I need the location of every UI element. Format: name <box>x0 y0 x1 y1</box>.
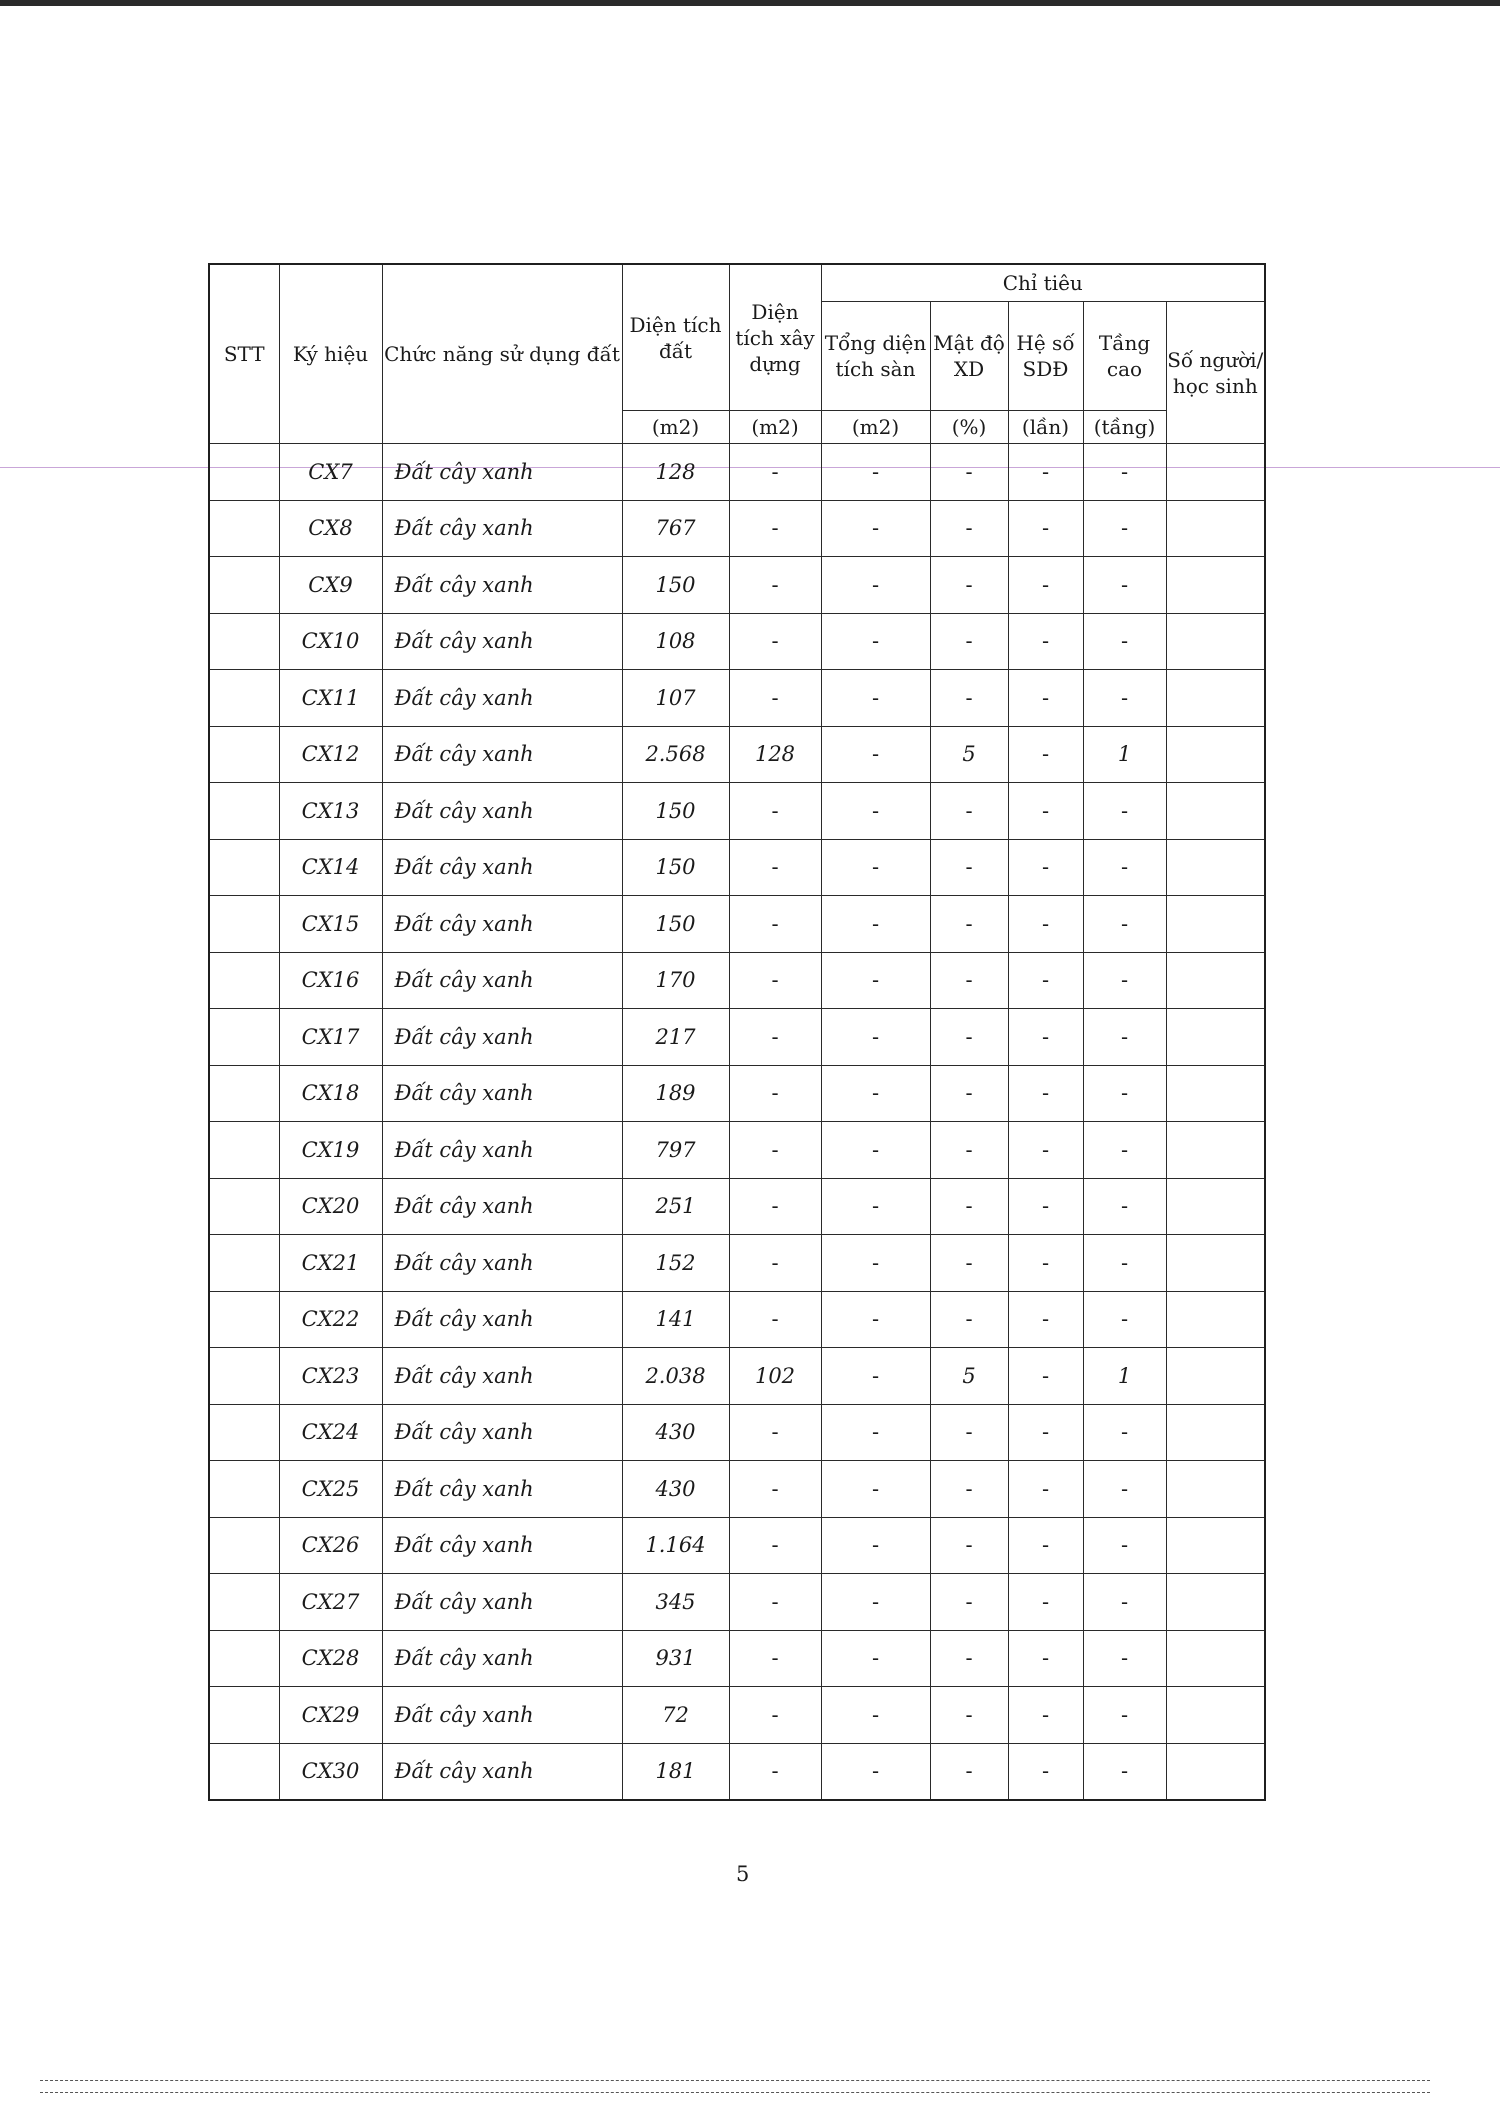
cell-tong-dien-tich-san: - <box>821 1122 930 1179</box>
cell-mat-do: - <box>930 1065 1008 1122</box>
table-row <box>209 500 1265 557</box>
cell-chuc-nang: Đất cây xanh <box>382 783 622 840</box>
cell-chuc-nang: Đất cây xanh <box>382 1178 622 1235</box>
table-row <box>209 1404 1265 1461</box>
cell-he-so: - <box>1008 839 1083 896</box>
cell-tang-cao: 1 <box>1083 726 1166 783</box>
header-chuc-nang: Chức năng sử dụng đất <box>382 264 622 444</box>
cell-stt <box>209 1291 279 1348</box>
cell-chuc-nang: Đất cây xanh <box>382 1009 622 1066</box>
cell-ky-hieu: CX14 <box>279 839 382 896</box>
cell-he-so: - <box>1008 1178 1083 1235</box>
cell-so-nguoi <box>1166 896 1265 953</box>
table-row <box>209 1743 1265 1800</box>
cell-he-so: - <box>1008 444 1083 501</box>
cell-chuc-nang: Đất cây xanh <box>382 1743 622 1800</box>
cell-stt <box>209 1687 279 1744</box>
header-so-nguoi: Số người/ học sinh <box>1166 302 1265 444</box>
cell-tang-cao: - <box>1083 1009 1166 1066</box>
cell-ky-hieu: CX27 <box>279 1574 382 1631</box>
cell-mat-do: - <box>930 1461 1008 1518</box>
cell-tang-cao: - <box>1083 500 1166 557</box>
cell-tang-cao: - <box>1083 839 1166 896</box>
cell-dien-tich-dat: 107 <box>622 670 729 727</box>
cell-chuc-nang: Đất cây xanh <box>382 1630 622 1687</box>
cell-stt <box>209 1065 279 1122</box>
cell-tong-dien-tich-san: - <box>821 1574 930 1631</box>
cell-dien-tich-dat: 345 <box>622 1574 729 1631</box>
cell-ky-hieu: CX15 <box>279 896 382 953</box>
cell-stt <box>209 1574 279 1631</box>
cell-dien-tich-xay-dung: - <box>729 1065 821 1122</box>
table-row <box>209 670 1265 727</box>
cell-he-so: - <box>1008 1404 1083 1461</box>
cell-so-nguoi <box>1166 1009 1265 1066</box>
cell-tong-dien-tich-san: - <box>821 1065 930 1122</box>
cell-ky-hieu: CX21 <box>279 1235 382 1292</box>
cell-dien-tich-xay-dung: - <box>729 896 821 953</box>
cell-ky-hieu: CX24 <box>279 1404 382 1461</box>
cell-chuc-nang: Đất cây xanh <box>382 1065 622 1122</box>
cell-stt <box>209 783 279 840</box>
cell-stt <box>209 557 279 614</box>
cell-stt <box>209 1461 279 1518</box>
table-row <box>209 839 1265 896</box>
cell-mat-do: - <box>930 839 1008 896</box>
cell-tong-dien-tich-san: - <box>821 1404 930 1461</box>
cell-stt <box>209 952 279 1009</box>
cell-mat-do: - <box>930 1574 1008 1631</box>
cell-chuc-nang: Đất cây xanh <box>382 1574 622 1631</box>
cell-stt <box>209 1235 279 1292</box>
cell-tang-cao: 1 <box>1083 1348 1166 1405</box>
cell-mat-do: - <box>930 613 1008 670</box>
cell-dien-tich-dat: 152 <box>622 1235 729 1292</box>
scan-top-edge <box>0 0 1500 6</box>
cell-chuc-nang: Đất cây xanh <box>382 1348 622 1405</box>
cell-so-nguoi <box>1166 1178 1265 1235</box>
cell-dien-tich-xay-dung: - <box>729 839 821 896</box>
table-row <box>209 1574 1265 1631</box>
cell-tong-dien-tich-san: - <box>821 1743 930 1800</box>
header-stt: STT <box>209 264 279 444</box>
cell-ky-hieu: CX13 <box>279 783 382 840</box>
cell-ky-hieu: CX20 <box>279 1178 382 1235</box>
header-mat-do: Mật độ XD <box>930 302 1008 411</box>
cell-so-nguoi <box>1166 839 1265 896</box>
unit-dien-tich-dat: (m2) <box>622 411 729 444</box>
cell-mat-do: - <box>930 1743 1008 1800</box>
cell-chuc-nang: Đất cây xanh <box>382 726 622 783</box>
cell-dien-tich-dat: 181 <box>622 1743 729 1800</box>
cell-dien-tich-dat: 150 <box>622 783 729 840</box>
cell-so-nguoi <box>1166 1687 1265 1744</box>
cell-mat-do: - <box>930 952 1008 1009</box>
cell-he-so: - <box>1008 726 1083 783</box>
table-row <box>209 1630 1265 1687</box>
cell-so-nguoi <box>1166 783 1265 840</box>
cell-ky-hieu: CX8 <box>279 500 382 557</box>
cell-tang-cao: - <box>1083 1574 1166 1631</box>
cell-tong-dien-tich-san: - <box>821 1630 930 1687</box>
cell-tang-cao: - <box>1083 1743 1166 1800</box>
cell-he-so: - <box>1008 1009 1083 1066</box>
cell-tang-cao: - <box>1083 783 1166 840</box>
cell-ky-hieu: CX12 <box>279 726 382 783</box>
cell-ky-hieu: CX7 <box>279 444 382 501</box>
cell-stt <box>209 670 279 727</box>
cell-chuc-nang: Đất cây xanh <box>382 613 622 670</box>
cell-chuc-nang: Đất cây xanh <box>382 952 622 1009</box>
cell-dien-tich-xay-dung: - <box>729 613 821 670</box>
cell-dien-tich-dat: 2.038 <box>622 1348 729 1405</box>
cell-tong-dien-tich-san: - <box>821 726 930 783</box>
cell-chuc-nang: Đất cây xanh <box>382 1122 622 1179</box>
cell-dien-tich-xay-dung: - <box>729 1178 821 1235</box>
cell-ky-hieu: CX22 <box>279 1291 382 1348</box>
cell-dien-tich-xay-dung: 102 <box>729 1348 821 1405</box>
cell-tang-cao: - <box>1083 896 1166 953</box>
cell-he-so: - <box>1008 952 1083 1009</box>
cell-chuc-nang: Đất cây xanh <box>382 500 622 557</box>
header-dien-tich-xay-dung: Diện tích xây dựng <box>729 264 821 411</box>
cell-dien-tich-dat: 430 <box>622 1404 729 1461</box>
cell-dien-tich-xay-dung: - <box>729 1291 821 1348</box>
cell-dien-tich-dat: 767 <box>622 500 729 557</box>
cell-stt <box>209 1122 279 1179</box>
cell-tang-cao: - <box>1083 1404 1166 1461</box>
cell-he-so: - <box>1008 1291 1083 1348</box>
cell-chuc-nang: Đất cây xanh <box>382 444 622 501</box>
cell-dien-tich-xay-dung: - <box>729 557 821 614</box>
cell-so-nguoi <box>1166 1404 1265 1461</box>
cell-tang-cao: - <box>1083 1517 1166 1574</box>
header-ky-hieu: Ký hiệu <box>279 264 382 444</box>
cell-he-so: - <box>1008 1630 1083 1687</box>
cell-chuc-nang: Đất cây xanh <box>382 670 622 727</box>
table-row <box>209 557 1265 614</box>
header-dien-tich-dat: Diện tích đất <box>622 264 729 411</box>
page-number: 5 <box>736 1862 750 1886</box>
cell-tang-cao: - <box>1083 444 1166 501</box>
cell-mat-do: - <box>930 670 1008 727</box>
cell-ky-hieu: CX17 <box>279 1009 382 1066</box>
header-chi-tieu: Chỉ tiêu <box>821 264 1265 302</box>
cell-dien-tich-dat: 217 <box>622 1009 729 1066</box>
cell-dien-tich-xay-dung: - <box>729 670 821 727</box>
cell-stt <box>209 613 279 670</box>
cell-he-so: - <box>1008 783 1083 840</box>
table-row <box>209 726 1265 783</box>
cell-he-so: - <box>1008 1461 1083 1518</box>
cell-he-so: - <box>1008 613 1083 670</box>
cell-stt <box>209 839 279 896</box>
cell-ky-hieu: CX9 <box>279 557 382 614</box>
cell-tong-dien-tich-san: - <box>821 1461 930 1518</box>
unit-mat-do: (%) <box>930 411 1008 444</box>
cell-tang-cao: - <box>1083 1235 1166 1292</box>
cell-tong-dien-tich-san: - <box>821 1291 930 1348</box>
header-he-so: Hệ số SDĐ <box>1008 302 1083 411</box>
cell-mat-do: - <box>930 1291 1008 1348</box>
cell-chuc-nang: Đất cây xanh <box>382 839 622 896</box>
table-row <box>209 1517 1265 1574</box>
cell-tong-dien-tich-san: - <box>821 1517 930 1574</box>
cell-so-nguoi <box>1166 1630 1265 1687</box>
cell-tang-cao: - <box>1083 557 1166 614</box>
cell-he-so: - <box>1008 1687 1083 1744</box>
cell-dien-tich-xay-dung: - <box>729 1235 821 1292</box>
cell-he-so: - <box>1008 557 1083 614</box>
cell-ky-hieu: CX18 <box>279 1065 382 1122</box>
table-row <box>209 952 1265 1009</box>
cell-chuc-nang: Đất cây xanh <box>382 1461 622 1518</box>
cell-dien-tich-dat: 1.164 <box>622 1517 729 1574</box>
cell-dien-tich-xay-dung: - <box>729 783 821 840</box>
cell-ky-hieu: CX16 <box>279 952 382 1009</box>
cell-mat-do: - <box>930 1687 1008 1744</box>
cell-so-nguoi <box>1166 444 1265 501</box>
cell-dien-tich-xay-dung: - <box>729 1630 821 1687</box>
table-row <box>209 613 1265 670</box>
cell-so-nguoi <box>1166 670 1265 727</box>
cell-tong-dien-tich-san: - <box>821 500 930 557</box>
cell-tong-dien-tich-san: - <box>821 952 930 1009</box>
cell-dien-tich-xay-dung: - <box>729 444 821 501</box>
cell-chuc-nang: Đất cây xanh <box>382 1235 622 1292</box>
cell-tang-cao: - <box>1083 1687 1166 1744</box>
cell-dien-tich-xay-dung: - <box>729 1574 821 1631</box>
cell-mat-do: 5 <box>930 1348 1008 1405</box>
cell-stt <box>209 1178 279 1235</box>
cell-so-nguoi <box>1166 557 1265 614</box>
cell-mat-do: - <box>930 1009 1008 1066</box>
cell-mat-do: - <box>930 896 1008 953</box>
cell-mat-do: - <box>930 1517 1008 1574</box>
cell-dien-tich-xay-dung: - <box>729 1743 821 1800</box>
cell-so-nguoi <box>1166 952 1265 1009</box>
cell-mat-do: - <box>930 1235 1008 1292</box>
cell-he-so: - <box>1008 1065 1083 1122</box>
cell-dien-tich-dat: 72 <box>622 1687 729 1744</box>
cell-tang-cao: - <box>1083 1122 1166 1179</box>
cell-so-nguoi <box>1166 1235 1265 1292</box>
cell-dien-tich-dat: 251 <box>622 1178 729 1235</box>
table-row <box>209 1009 1265 1066</box>
table-row <box>209 1235 1265 1292</box>
cell-dien-tich-dat: 2.568 <box>622 726 729 783</box>
cell-stt <box>209 1009 279 1066</box>
cell-ky-hieu: CX19 <box>279 1122 382 1179</box>
cell-so-nguoi <box>1166 1574 1265 1631</box>
cell-stt <box>209 1743 279 1800</box>
cell-mat-do: - <box>930 1178 1008 1235</box>
cell-mat-do: 5 <box>930 726 1008 783</box>
cell-he-so: - <box>1008 500 1083 557</box>
table-body <box>209 444 1265 1801</box>
cell-tang-cao: - <box>1083 1630 1166 1687</box>
cell-he-so: - <box>1008 1348 1083 1405</box>
cell-so-nguoi <box>1166 613 1265 670</box>
cell-chuc-nang: Đất cây xanh <box>382 1687 622 1744</box>
cell-chuc-nang: Đất cây xanh <box>382 557 622 614</box>
cell-dien-tich-dat: 150 <box>622 557 729 614</box>
cell-dien-tich-xay-dung: - <box>729 952 821 1009</box>
cell-dien-tich-dat: 931 <box>622 1630 729 1687</box>
cell-tong-dien-tich-san: - <box>821 839 930 896</box>
footer-rule-lower <box>40 2092 1430 2093</box>
table-row <box>209 1122 1265 1179</box>
cell-dien-tich-xay-dung: - <box>729 1122 821 1179</box>
cell-he-so: - <box>1008 1517 1083 1574</box>
cell-ky-hieu: CX28 <box>279 1630 382 1687</box>
cell-dien-tich-dat: 108 <box>622 613 729 670</box>
cell-dien-tich-dat: 430 <box>622 1461 729 1518</box>
cell-tong-dien-tich-san: - <box>821 557 930 614</box>
unit-he-so: (lần) <box>1008 411 1083 444</box>
cell-he-so: - <box>1008 1122 1083 1179</box>
cell-dien-tich-dat: 141 <box>622 1291 729 1348</box>
cell-ky-hieu: CX10 <box>279 613 382 670</box>
cell-tang-cao: - <box>1083 952 1166 1009</box>
cell-ky-hieu: CX26 <box>279 1517 382 1574</box>
cell-tong-dien-tich-san: - <box>821 1687 930 1744</box>
cell-stt <box>209 1348 279 1405</box>
unit-dien-tich-xay-dung: (m2) <box>729 411 821 444</box>
cell-dien-tich-dat: 170 <box>622 952 729 1009</box>
cell-dien-tich-dat: 189 <box>622 1065 729 1122</box>
cell-he-so: - <box>1008 1743 1083 1800</box>
table-row <box>209 1687 1265 1744</box>
cell-tang-cao: - <box>1083 1065 1166 1122</box>
cell-stt <box>209 1404 279 1461</box>
cell-so-nguoi <box>1166 1122 1265 1179</box>
cell-stt <box>209 896 279 953</box>
cell-tang-cao: - <box>1083 1461 1166 1518</box>
cell-chuc-nang: Đất cây xanh <box>382 1517 622 1574</box>
footer-rule <box>40 2080 1430 2081</box>
cell-stt <box>209 444 279 501</box>
cell-ky-hieu: CX30 <box>279 1743 382 1800</box>
cell-mat-do: - <box>930 1630 1008 1687</box>
cell-mat-do: - <box>930 783 1008 840</box>
cell-ky-hieu: CX25 <box>279 1461 382 1518</box>
cell-chuc-nang: Đất cây xanh <box>382 1404 622 1461</box>
table-row <box>209 783 1265 840</box>
cell-dien-tich-dat: 150 <box>622 896 729 953</box>
cell-dien-tich-xay-dung: - <box>729 1404 821 1461</box>
cell-tong-dien-tich-san: - <box>821 1348 930 1405</box>
table-row <box>209 1461 1265 1518</box>
cell-tang-cao: - <box>1083 1178 1166 1235</box>
cell-chuc-nang: Đất cây xanh <box>382 1291 622 1348</box>
unit-tong-dien-tich-san: (m2) <box>821 411 930 444</box>
table-row <box>209 1291 1265 1348</box>
cell-dien-tich-xay-dung: - <box>729 1009 821 1066</box>
cell-ky-hieu: CX11 <box>279 670 382 727</box>
cell-dien-tich-xay-dung: 128 <box>729 726 821 783</box>
cell-tong-dien-tich-san: - <box>821 1235 930 1292</box>
cell-he-so: - <box>1008 670 1083 727</box>
cell-ky-hieu: CX29 <box>279 1687 382 1744</box>
cell-tong-dien-tich-san: - <box>821 444 930 501</box>
cell-he-so: - <box>1008 896 1083 953</box>
table-row <box>209 444 1265 501</box>
cell-tong-dien-tich-san: - <box>821 783 930 840</box>
unit-tang-cao: (tầng) <box>1083 411 1166 444</box>
cell-so-nguoi <box>1166 500 1265 557</box>
cell-he-so: - <box>1008 1574 1083 1631</box>
cell-ky-hieu: CX23 <box>279 1348 382 1405</box>
cell-tong-dien-tich-san: - <box>821 1178 930 1235</box>
cell-tang-cao: - <box>1083 670 1166 727</box>
cell-tong-dien-tich-san: - <box>821 670 930 727</box>
cell-stt <box>209 500 279 557</box>
cell-dien-tich-dat: 150 <box>622 839 729 896</box>
cell-mat-do: - <box>930 557 1008 614</box>
cell-dien-tich-dat: 797 <box>622 1122 729 1179</box>
cell-so-nguoi <box>1166 1348 1265 1405</box>
cell-so-nguoi <box>1166 1743 1265 1800</box>
land-use-table-container <box>208 263 1264 1801</box>
table-row <box>209 1065 1265 1122</box>
cell-dien-tich-xay-dung: - <box>729 1461 821 1518</box>
cell-stt <box>209 1517 279 1574</box>
cell-so-nguoi <box>1166 1065 1265 1122</box>
table-row <box>209 1348 1265 1405</box>
cell-stt <box>209 726 279 783</box>
cell-tong-dien-tich-san: - <box>821 896 930 953</box>
cell-so-nguoi <box>1166 726 1265 783</box>
cell-so-nguoi <box>1166 1517 1265 1574</box>
cell-mat-do: - <box>930 1122 1008 1179</box>
cell-tang-cao: - <box>1083 613 1166 670</box>
cell-dien-tich-xay-dung: - <box>729 1517 821 1574</box>
cell-tang-cao: - <box>1083 1291 1166 1348</box>
cell-tong-dien-tich-san: - <box>821 613 930 670</box>
cell-dien-tich-xay-dung: - <box>729 500 821 557</box>
cell-tong-dien-tich-san: - <box>821 1009 930 1066</box>
table-row <box>209 896 1265 953</box>
cell-stt <box>209 1630 279 1687</box>
cell-so-nguoi <box>1166 1291 1265 1348</box>
land-use-table <box>208 263 1266 1801</box>
table-header <box>209 264 1265 444</box>
cell-so-nguoi <box>1166 1461 1265 1518</box>
cell-mat-do: - <box>930 1404 1008 1461</box>
table-row <box>209 1178 1265 1235</box>
cell-he-so: - <box>1008 1235 1083 1292</box>
header-tang-cao: Tầng cao <box>1083 302 1166 411</box>
header-tong-dien-tich-san: Tổng diện tích sàn <box>821 302 930 411</box>
cell-mat-do: - <box>930 500 1008 557</box>
cell-chuc-nang: Đất cây xanh <box>382 896 622 953</box>
cell-mat-do: - <box>930 444 1008 501</box>
cell-dien-tich-dat: 128 <box>622 444 729 501</box>
cell-dien-tich-xay-dung: - <box>729 1687 821 1744</box>
